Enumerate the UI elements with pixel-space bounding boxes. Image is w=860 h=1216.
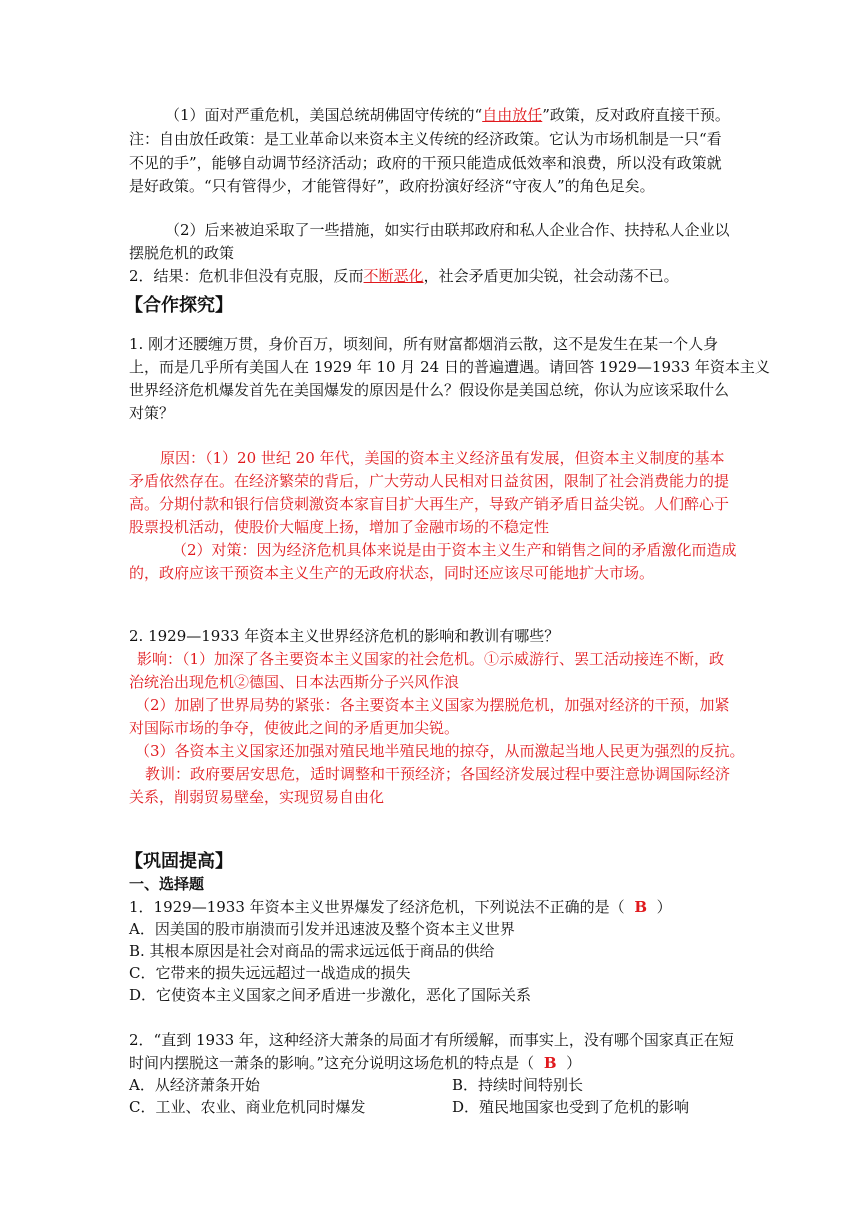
cooperation-heading: 【合作探究】 bbox=[125, 295, 233, 316]
question-2-line bbox=[129, 1052, 749, 1074]
q1-option: C．它带来的损失远远超过一战造成的损失 bbox=[129, 964, 411, 982]
policy-paragraph bbox=[165, 104, 765, 126]
question-line: 世界经济危机爆发首先在美国爆发的原因是什么？假设你是美国总统，你认为应该采取什么 bbox=[129, 381, 730, 399]
question-line: 1. 刚才还腰缠万贯，身价百万，顷刻间，所有财富都烟消云散，这不是发生在某一个人身 bbox=[129, 335, 719, 353]
lesson-line: 教训：政府要居安思危，适时调整和干预经济；各国经济发展过程中要注意协调国际经济 bbox=[145, 765, 731, 783]
impact-line: 影响：（1）加深了各主要资本主义国家的社会危机。①示威游行、罢工活动接连不断，政 bbox=[137, 650, 725, 668]
answer-line: 矛盾依然存在。在经济繁荣的背后，广大劳动人民相对日益贫困，限制了社会消费能力的提 bbox=[129, 472, 730, 490]
question-2: 2. 1929—1933 年资本主义世界经济危机的影响和教训有哪些？ bbox=[129, 627, 560, 645]
q2-stem-text: 时间内摆脱这一萧条的影响。”这充分说明这场危机的特点是（ bbox=[129, 1054, 535, 1072]
q2-option-c: C．工业、农业、商业危机同时爆发 bbox=[129, 1098, 366, 1116]
question-line: 上，而是几乎所有美国人在 1929 年 10 月 24 日的普遍遭遇。请回答 1929—1933 年资本主义 bbox=[129, 358, 770, 376]
policy-text-prefix: （1）面对严重危机，美国总统胡佛固守传统的“ bbox=[165, 106, 483, 124]
lesson-line: 关系，削弱贸易壁垒，实现贸易自由化 bbox=[129, 788, 385, 806]
answer-line: 股票投机活动，使股价大幅度上扬，增加了金融市场的不稳定性 bbox=[129, 518, 550, 536]
question-1-stem bbox=[129, 896, 749, 918]
q2-option-row bbox=[129, 1096, 749, 1118]
impact-line: （2）加剧了世界局势的紧张：各主要资本主义国家为摆脱危机，加强对经济的干预，加紧 bbox=[135, 696, 730, 714]
q1-option: B. 其根本原因是社会对商品的需求远远低于商品的供给 bbox=[129, 942, 495, 960]
q2-answer: B bbox=[543, 1054, 557, 1072]
q2-option-b: B．持续时间特别长 bbox=[452, 1076, 584, 1094]
laissez-faire-highlight: 自由放任 bbox=[482, 106, 543, 124]
q2-close-paren: ） bbox=[566, 1054, 582, 1072]
result-line bbox=[129, 265, 749, 287]
q2-option-a: A．从经济萧条开始 bbox=[129, 1076, 260, 1094]
q1-answer: B bbox=[634, 898, 648, 916]
q1-stem-text: 1．1929—1933 年资本主义世界爆发了经济危机，下列说法不正确的是（ bbox=[129, 898, 625, 916]
consolidate-heading: 【巩固提高】 bbox=[125, 851, 233, 872]
impact-line: 对国际市场的争夺，使彼此之间的矛盾更加尖锐。 bbox=[129, 719, 460, 737]
note-line: 注：自由放任政策：是工业革命以来资本主义传统的经济政策。它认为市场机制是一只“看 bbox=[129, 130, 722, 148]
q2-option-row bbox=[129, 1074, 749, 1096]
impact-line: 治统治出现危机②德国、日本法西斯分子兴风作浪 bbox=[129, 673, 460, 691]
answer-line: 原因：（1）20 世纪 20 年代，美国的资本主义经济虽有发展，但资本主义制度的基本 bbox=[160, 449, 725, 467]
worsening-highlight: 不断恶化 bbox=[363, 267, 424, 285]
answer-line: 的，政府应该干预资本主义生产的无政府状态，同时还应该尽可能地扩大市场。 bbox=[129, 564, 655, 582]
q1-option: D．它使资本主义国家之间矛盾进一步激化，恶化了国际关系 bbox=[129, 986, 532, 1004]
impact-line: （3）各资本主义国家还加强对殖民地半殖民地的掠夺，从而激起当地人民更为强烈的反抗。 bbox=[135, 742, 745, 760]
answer-line: （2）对策：因为经济危机具体来说是由于资本主义生产和销售之间的矛盾激化而造成 bbox=[172, 541, 737, 559]
result-suffix: ，社会矛盾更加尖锐，社会动荡不已。 bbox=[423, 267, 679, 285]
q1-close-paren: ） bbox=[656, 898, 672, 916]
multiple-choice-subheading: 一、选择题 bbox=[129, 875, 205, 893]
q1-option: A．因美国的股市崩溃而引发并迅速波及整个资本主义世界 bbox=[129, 920, 515, 938]
measures-line: （2）后来被迫采取了一些措施，如实行由联邦政府和私人企业合作、扶持私人企业以 bbox=[165, 221, 730, 239]
measures-line: 摆脱危机的政策 bbox=[129, 244, 235, 262]
answer-line: 高。分期付款和银行信贷刺激资本家盲目扩大再生产，导致产销矛盾日益尖锐。人们醉心于 bbox=[129, 495, 730, 513]
result-prefix: 2．结果：危机非但没有克服，反而 bbox=[129, 267, 364, 285]
policy-text-suffix: ”政策，反对政府直接干预。 bbox=[542, 106, 730, 124]
question-2-line: 2．“直到 1933 年，这种经济大萧条的局面才有所缓解，而事实上，没有哪个国家真正在短 bbox=[129, 1031, 734, 1049]
note-line: 不见的手”，能够自动调节经济活动；政府的干预只能造成低效率和浪费，所以没有政策就 bbox=[129, 154, 722, 172]
question-line: 对策？ bbox=[129, 404, 175, 422]
q2-option-d: D．殖民地国家也受到了危机的影响 bbox=[452, 1098, 690, 1116]
note-line: 是好政策。“只有管得少，才能管得好”，政府扮演好经济“守夜人”的角色足矣。 bbox=[129, 177, 655, 195]
